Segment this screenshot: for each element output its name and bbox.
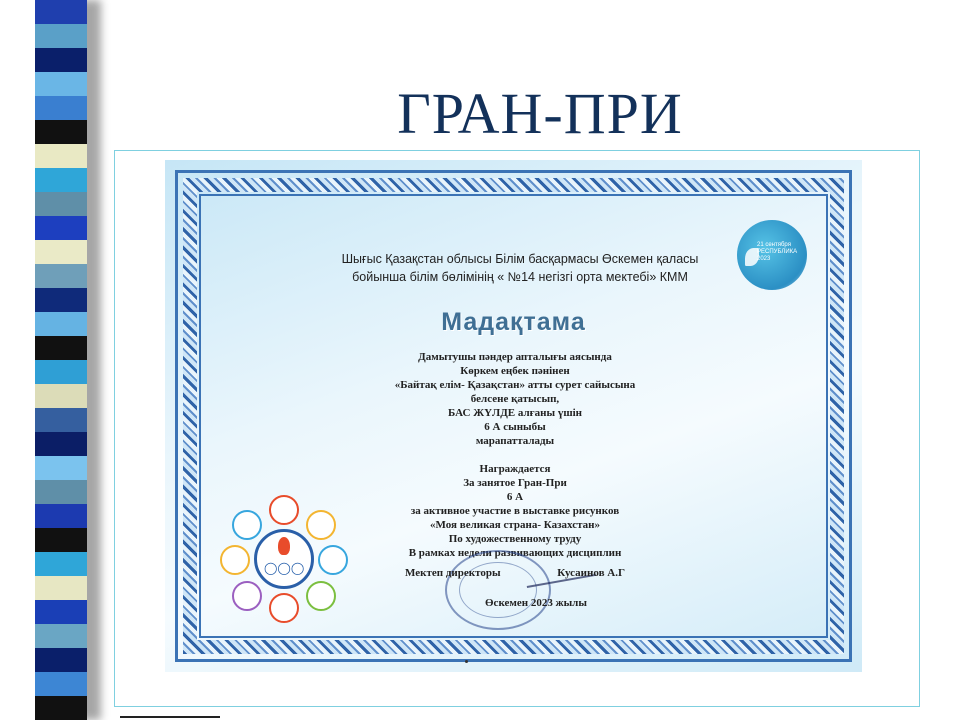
signature-name: Кусаинов А.Г [557, 567, 625, 579]
stripe [35, 192, 87, 216]
stripe [35, 120, 87, 144]
stripe [35, 72, 87, 96]
body-line-ru: 6 А [506, 491, 524, 503]
stripe [35, 360, 87, 384]
stripe [35, 576, 87, 600]
stripe [35, 0, 87, 24]
stripe [35, 528, 87, 552]
stripe [35, 240, 87, 264]
body-gap [305, 448, 725, 462]
body-line-ru: За занятое Гран-При [463, 477, 567, 489]
stripe [35, 672, 87, 696]
stripe [35, 552, 87, 576]
stripe [35, 648, 87, 672]
stripe [35, 24, 87, 48]
slide-title: ГРАН-ПРИ [397, 81, 683, 146]
certificate-title: Мадақтама [441, 308, 586, 336]
stripe [35, 312, 87, 336]
decorative-stripe-bar [35, 0, 87, 720]
stripe [35, 432, 87, 456]
stripe [35, 288, 87, 312]
petal-icon [232, 510, 262, 540]
speck [465, 660, 468, 663]
city-year: Өскемен 2023 жылы [485, 597, 587, 609]
signature-line [405, 567, 625, 579]
stripe [35, 624, 87, 648]
header-line: бойынша білім бөлімінің « №14 негізгі орта мектебі» КММ [352, 270, 688, 284]
petal-icon [232, 581, 262, 611]
petal-icon [269, 495, 299, 525]
body-line-kz: белсене қатысып, [470, 393, 560, 405]
olympic-rings-icon: ◯◯◯ [264, 561, 305, 575]
body-line-kz: Көркем еңбек пәнінен [460, 365, 570, 377]
body-line-kz: 6 А сыныбы [484, 421, 546, 433]
petal-icon [306, 581, 336, 611]
stripe [35, 408, 87, 432]
stripe [35, 384, 87, 408]
body-line-ru: В рамках недели развивающих дисциплин [408, 547, 622, 559]
stripe [35, 504, 87, 528]
certificate-header [285, 250, 755, 286]
body-line-ru: По художественному труду [448, 533, 582, 545]
flame-icon [278, 537, 290, 555]
stripe [35, 48, 87, 72]
body-line-kz: Дамытушы пәндер апталығы аясында [418, 351, 612, 363]
petal-icon [306, 510, 336, 540]
petal-icon [220, 545, 250, 575]
body-line-ru: за активное участие в выставке рисунков [410, 505, 620, 517]
stripe [35, 264, 87, 288]
body-line-kz: марапатталады [475, 435, 555, 447]
certificate-body [305, 350, 725, 560]
body-line-ru: Награждается [479, 463, 551, 475]
stripe [35, 168, 87, 192]
stripe [35, 480, 87, 504]
stripe [35, 144, 87, 168]
stripe [35, 336, 87, 360]
body-line-ru: «Моя великая страна- Казахстан» [430, 519, 600, 531]
signature-label: Мектеп директоры [405, 567, 501, 579]
stripe [35, 96, 87, 120]
school-stamp [445, 550, 551, 630]
body-line-kz: БАС ЖҮЛДЕ алғаны үшін [447, 407, 582, 419]
header-line: Шығыс Қазақстан облысы Білім басқармасы Өскемен қаласы [341, 252, 699, 266]
emblem-text: 21 сентября РЕСПУБЛИКА 2023 [757, 242, 798, 262]
olympic-flower-icon [220, 495, 348, 623]
petal-icon [318, 545, 348, 575]
stripe [35, 216, 87, 240]
certificate-image [165, 160, 862, 672]
stripe [35, 456, 87, 480]
body-line-kz: «Байтақ елім- Қазақстан» атты сурет сайысына [394, 379, 636, 391]
petal-icon [269, 593, 299, 623]
slide-bottom-rule [120, 716, 220, 718]
stripe [35, 600, 87, 624]
stripe [35, 696, 87, 720]
